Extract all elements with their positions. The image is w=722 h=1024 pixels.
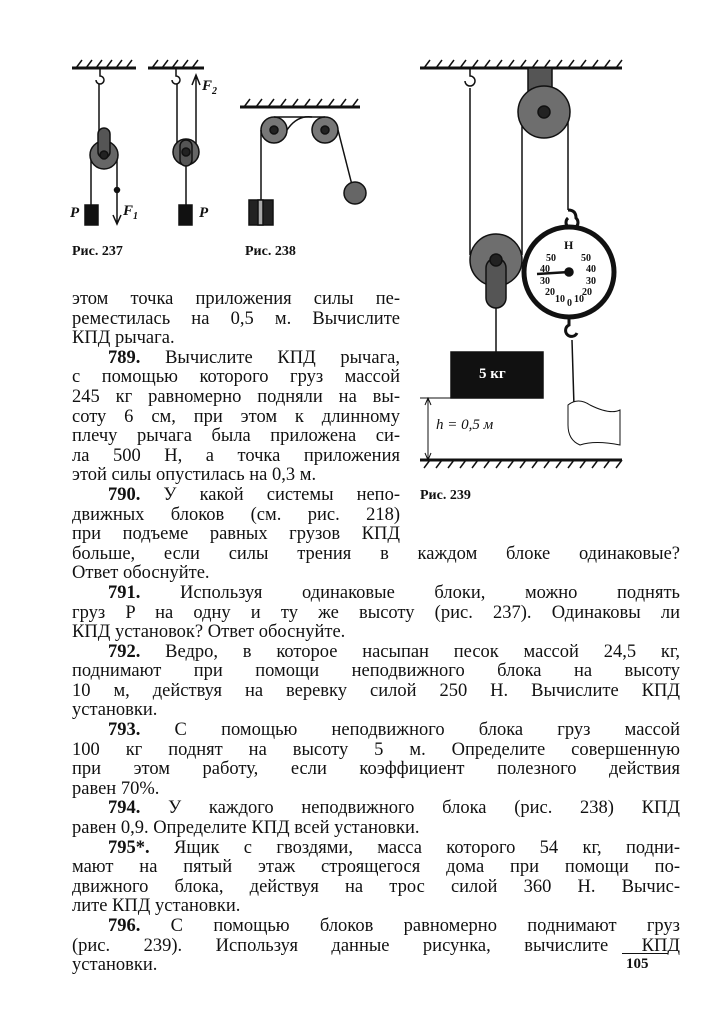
problem-start-line: [72, 721, 680, 741]
fig238-fixed-pulleys: [240, 99, 366, 225]
scale-left-20: 20: [545, 287, 555, 298]
text-line: [72, 506, 400, 526]
text-line: [72, 604, 680, 624]
line-text: движных блоков (см. рис. 218): [72, 504, 400, 525]
problem-start-line: [72, 486, 400, 506]
line-text: КПД рычага.: [72, 328, 175, 349]
f1-subscript: 1: [133, 211, 139, 222]
text-line: [72, 819, 680, 839]
problem-number: 792.: [108, 641, 141, 662]
text-line: [72, 466, 400, 486]
scale-right-50: 50: [581, 253, 591, 264]
line-text: 245 кг равномерно подняли на вы-: [72, 386, 400, 407]
text-line: [72, 701, 680, 721]
text-line: [72, 858, 680, 878]
f2-letter: F: [202, 78, 213, 94]
text-line: [72, 388, 400, 408]
fig238-caption: Рис. 238: [245, 244, 296, 259]
line-text: Ответ обоснуйте.: [72, 563, 210, 584]
line-text: У каждого неподвижного блока (рис. 238) КПД: [140, 798, 680, 819]
text-line: [72, 447, 400, 467]
fig239-weight-label: 5 кг: [479, 366, 506, 382]
line-text: 10 м, действуя на веревку силой 250 Н. Вычислите КПД: [72, 680, 680, 701]
problem-number: 795*.: [108, 837, 150, 858]
fig237-label-f2: [202, 78, 217, 97]
line-text: этом точка приложения силы пе-: [72, 289, 400, 309]
text-line: [72, 310, 400, 330]
line-text: при этом работу, если коэффициент полезного действия: [72, 759, 680, 780]
line-text: ла 500 Н, а точка приложения: [72, 445, 400, 466]
problem-number: 796.: [108, 916, 141, 936]
problem-number: 790.: [108, 484, 141, 505]
problem-start-line: [72, 584, 680, 604]
problem-number: 791.: [108, 582, 141, 603]
line-text: плечу рычага была приложена си-: [72, 426, 400, 447]
f2-subscript: 2: [212, 86, 218, 97]
fig237-label-p-right: P: [199, 205, 209, 221]
line-text: Ведро, в которое насыпан песок массой 24,5 кг,: [140, 641, 680, 662]
text-line: [72, 545, 680, 565]
text-line: [72, 623, 680, 643]
scale-right-20: 20: [582, 287, 592, 298]
f1-letter: F: [123, 203, 134, 219]
line-text: лите КПД установки.: [72, 896, 241, 917]
line-text: У какой системы непо-: [140, 484, 400, 505]
text-line: [72, 937, 680, 957]
problem-start-line: [72, 643, 680, 663]
text-line: [72, 741, 680, 761]
scale-left-10: 10: [555, 294, 565, 305]
text-line: [72, 408, 400, 428]
line-text: больше, если силы трения в каждом блоке одинаковые?: [72, 543, 680, 564]
text-line: [72, 956, 680, 976]
line-text: равен 0,9. Определите КПД всей установки.: [72, 818, 420, 839]
fig237-caption: Рис. 237: [72, 244, 123, 259]
line-text: мают на пятый этаж строящегося дома при помощи по-: [72, 857, 680, 878]
problem-start-line: [72, 799, 680, 819]
text-line: [72, 682, 680, 702]
text-line: [72, 525, 400, 545]
problem-number: 789.: [108, 347, 141, 368]
line-text: С помощью блоков равномерно поднимают груз: [140, 916, 680, 936]
line-text: равен 70%.: [72, 778, 160, 799]
line-text: поднимают при помощи неподвижного блока на высоту: [72, 661, 680, 682]
fig237-pulley-diagrams: [72, 60, 204, 225]
line-text: Вычислите КПД рычага,: [140, 347, 400, 368]
fig239-caption: Рис. 239: [420, 488, 471, 503]
scale-right-30: 30: [586, 276, 596, 287]
scale-right-40: 40: [586, 264, 596, 275]
text-line: [72, 368, 400, 388]
scale-left-50: 50: [546, 253, 556, 264]
line-text: КПД установок? Ответ обоснуйте.: [72, 622, 346, 643]
text-line: [72, 897, 680, 917]
line-text: соту 6 см, при этом к длинному: [72, 406, 400, 427]
problem-number: 793.: [108, 720, 141, 741]
line-text: реместилась на 0,5 м. Вычислите: [72, 308, 400, 329]
problem-number: 794.: [108, 798, 141, 819]
line-text: при подъеме равных грузов КПД: [72, 524, 400, 545]
line-text: установки.: [72, 700, 158, 721]
line-text: Ящик с гвоздями, масса которого 54 кг, подни-: [149, 837, 680, 858]
page-number-rule: [622, 953, 668, 954]
line-text: груз P на одну и ту же высоту (рис. 237). Одинаковы ли: [72, 602, 680, 623]
problem-start-line: [72, 917, 680, 937]
text-line: [72, 329, 400, 349]
line-text: этой силы опустилась на 0,3 м.: [72, 465, 317, 486]
line-text: установки.: [72, 955, 158, 976]
problem-start-line: [72, 349, 400, 369]
fig239-height-label: h = 0,5 м: [436, 417, 494, 433]
text-line: [72, 290, 400, 310]
scale-left-30: 30: [540, 276, 550, 287]
scale-right-10: 10: [574, 294, 584, 305]
fig237-label-p-left: P: [70, 205, 80, 221]
text-line: [72, 760, 680, 780]
text-line: [72, 427, 400, 447]
problem-text: [72, 290, 680, 976]
text-line: [72, 662, 680, 682]
text-line: [72, 780, 680, 800]
text-line: [72, 564, 680, 584]
line-text: 100 кг поднят на высоту 5 м. Определите совершенную: [72, 739, 680, 760]
line-text: С помощью неподвижного блока груз массой: [140, 720, 680, 741]
text-line: [72, 878, 680, 898]
fig237-label-f1: [123, 203, 138, 222]
scale-left-40: 40: [540, 264, 550, 275]
dynamometer-unit: Н: [564, 238, 574, 252]
line-text: с помощью которого груз массой: [72, 367, 400, 388]
line-text: (рис. 239). Используя данные рисунка, вычислите КПД: [72, 935, 680, 956]
line-text: Используя одинаковые блоки, можно поднять: [140, 582, 680, 603]
page-number: 105: [626, 956, 649, 972]
line-text: движного блока, действуя на трос силой 360 Н. Вычис-: [72, 876, 680, 897]
scale-zero: 0: [567, 298, 572, 309]
problem-start-line: [72, 839, 680, 859]
